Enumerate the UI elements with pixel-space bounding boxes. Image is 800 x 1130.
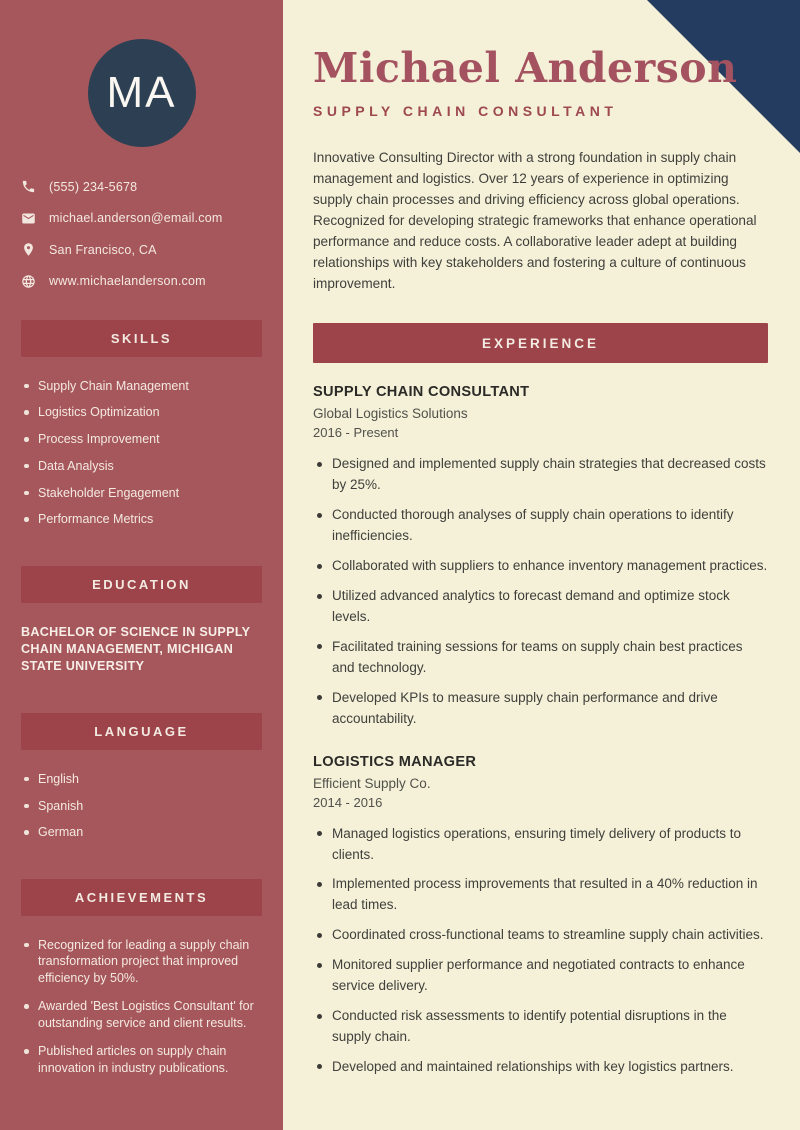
achievements-header-label: ACHIEVEMENTS [74,889,209,905]
job-bullet: Designed and implemented supply chain strategies that decreased costs by 25%. [313,454,768,496]
language-item: Spanish [21,798,262,814]
experience-header-label: EXPERIENCE [481,335,600,351]
location-icon [21,242,36,257]
contact-website-text: www.michaelanderson.com [49,274,206,288]
achievements-header [21,879,262,916]
job-bullet: Coordinated cross-functional teams to streamline supply chain activities. [313,925,768,946]
language-header [21,713,262,750]
summary-paragraph: Innovative Consulting Director with a strong foundation in supply chain management and logistics. Over 12 years of experience in optimizing supply chain processes and driving efficiency across global operations. Recognized for developing strategic frameworks that enhance operational performance and reduce costs. A collaborative leader adept at building relationships with key stakeholders and fostering a culture of continuous improvement. [313,150,757,292]
globe-icon [21,274,36,289]
language-item: English [21,771,262,787]
contact-location-text: San Francisco, CA [49,242,157,257]
skill-item: Logistics Optimization [21,404,262,420]
job-bullet: Implemented process improvements that resulted in a 40% reduction in lead times. [313,874,768,916]
phone-icon [21,179,36,194]
language-header-label: LANGUAGE [94,723,189,739]
job-title: LOGISTICS MANAGER [313,753,477,770]
job-title: SUPPLY CHAIN CONSULTANT [313,384,530,401]
avatar [88,39,196,147]
job-bullet: Utilized advanced analytics to forecast demand and optimize stock levels. [313,586,768,628]
contact-email-text: michael.anderson@email.com [49,211,223,225]
main-content [283,0,800,1130]
job-bullet: Developed KPIs to measure supply chain performance and drive accountability. [313,688,768,730]
job-bullet: Conducted thorough analyses of supply chain operations to identify inefficiencies. [313,505,768,547]
sidebar [0,0,283,1130]
job-bullet: Monitored supplier performance and negotiated contracts to enhance service delivery. [313,955,768,997]
achievements-list [21,937,262,1077]
job-entry [313,754,768,1078]
job-bullet: Collaborated with suppliers to enhance inventory management practices. [313,556,768,577]
skill-item: Process Improvement [21,431,262,447]
job-entry [313,384,768,729]
contact-item-website [21,274,262,289]
skill-item: Performance Metrics [21,511,262,527]
contact-item-email [21,211,262,226]
experience-header [313,323,768,363]
job-dates: 2016 - Present [313,425,399,441]
achievement-item: Recognized for leading a supply chain transformation project that improved efficiency by 50%. [21,937,262,987]
contact-phone-text: (555) 234-5678 [49,179,138,194]
job-bullet: Developed and maintained relationships with key logistics partners. [313,1057,768,1078]
language-list [21,771,262,841]
education-header-label: EDUCATION [92,576,191,592]
skills-header [21,320,262,357]
contact-item-location [21,242,262,257]
contact-item-phone [21,179,262,194]
achievement-item: Awarded 'Best Logistics Consultant' for outstanding service and client results. [21,998,262,1031]
contact-list [21,179,262,289]
skills-header-label: SKILLS [110,330,173,346]
email-icon [21,211,36,226]
job-bullet: Facilitated training sessions for teams on supply chain best practices and technology. [313,637,768,679]
job-bullet-list [313,454,768,729]
job-company: Global Logistics Solutions [313,406,468,422]
job-company: Efficient Supply Co. [313,775,431,791]
skill-item: Stakeholder Engagement [21,485,262,501]
achievement-item: Published articles on supply chain innovation in industry publications. [21,1043,262,1076]
job-bullet: Managed logistics operations, ensuring timely delivery of products to clients. [313,824,768,866]
job-subtitle: SUPPLY CHAIN CONSULTANT [313,103,618,119]
skill-item: Data Analysis [21,458,262,474]
language-item: German [21,824,262,840]
avatar-initials: MA [106,68,177,117]
job-bullet: Conducted risk assessments to identify potential disruptions in the supply chain. [313,1006,768,1048]
job-dates: 2014 - 2016 [313,794,383,810]
job-bullet-list [313,824,768,1078]
education-degree: BACHELOR OF SCIENCE IN SUPPLY CHAIN MANAGEMENT, MICHIGAN STATE UNIVERSITY [21,624,251,673]
skill-item: Supply Chain Management [21,378,262,394]
page-title: Michael Anderson [313,44,738,92]
skills-list [21,378,262,528]
education-header [21,566,262,603]
